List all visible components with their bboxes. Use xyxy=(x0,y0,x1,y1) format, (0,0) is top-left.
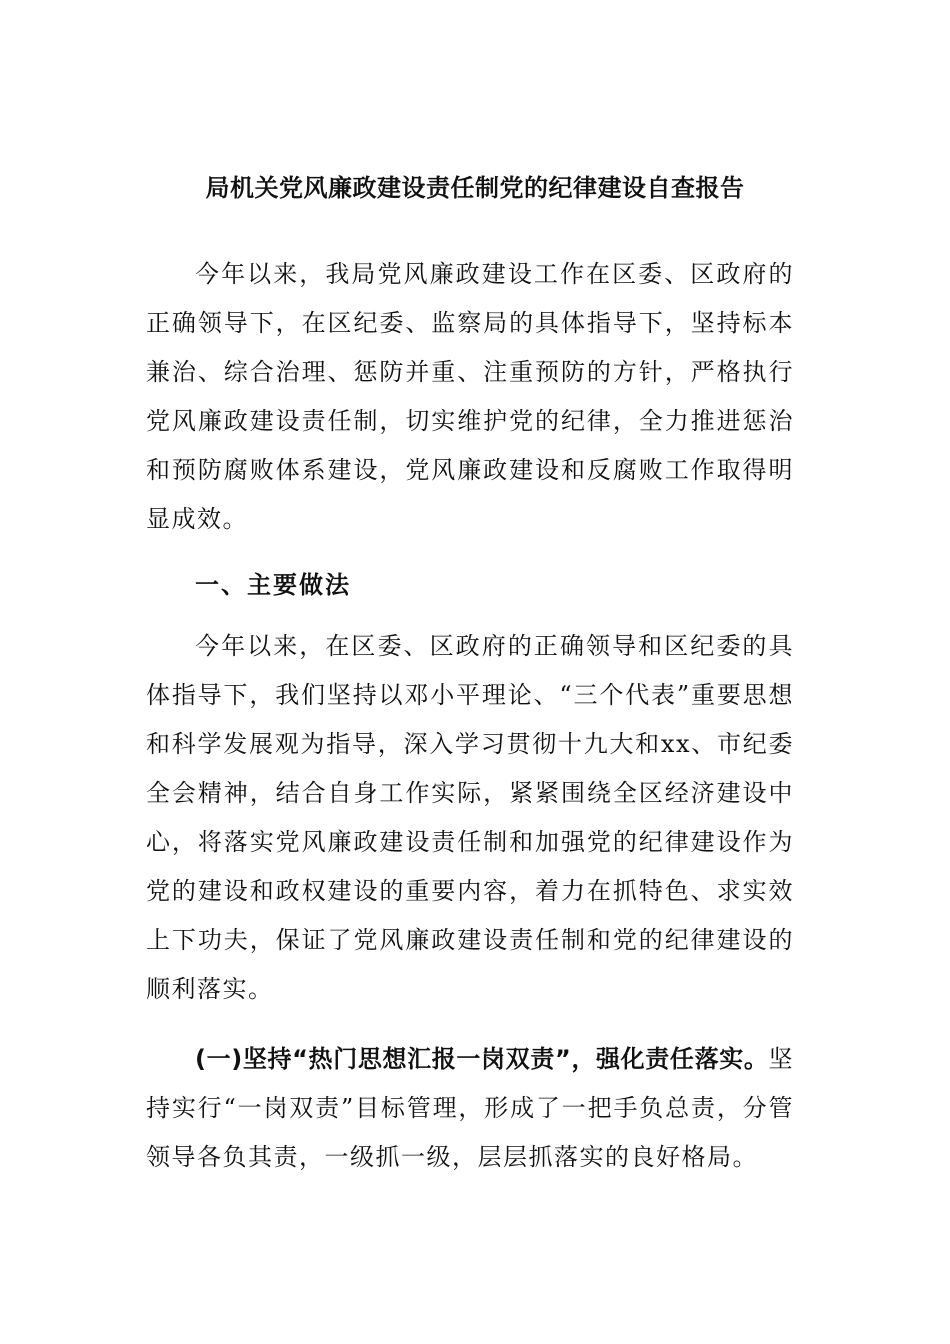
subsection-lead: (一)坚持“热门思想汇报一岗双责”，强化责任落实。 xyxy=(195,1045,769,1073)
subsection-text: 坚持实行“一岗双责”目标管理，形成了一把手负总责，分管领导各负其责，一级抓一级，层层抓落实的良好格局。 xyxy=(146,1045,794,1171)
section-paragraph: 今年以来，在区委、区政府的正确领导和区纪委的具体指导下，我们坚持以邓小平理论、“三个代表”重要思想和科学发展观为指导，深入学习贯彻十九大和xx、市纪委全会精神，结合自身工作实际，紧紧围绕全区经济建设中心，将落实党风廉政建设责任制和加强党的纪律建设作为党的建设和政权建设的重要内容，着力在抓特色、求实效上下功夫，保证了党风廉政建设责任制和党的纪律建设的顺利落实。 xyxy=(146,632,794,1003)
document-title: 局机关党风廉政建设责任制党的纪律建设自查报告 xyxy=(205,174,745,202)
section-heading: 一、主要做法 xyxy=(195,571,351,599)
intro-paragraph: 今年以来，我局党风廉政建设工作在区委、区政府的正确领导下，在区纪委、监察局的具体指导下，坚持标本兼治、综合治理、惩防并重、注重预防的方针，严格执行党风廉政建设责任制，切实维护党的纪律，全力推进惩治和预防腐败体系建设，党风廉政建设和反腐败工作取得明显成效。 xyxy=(146,260,794,533)
subsection-paragraph xyxy=(146,1035,794,1182)
